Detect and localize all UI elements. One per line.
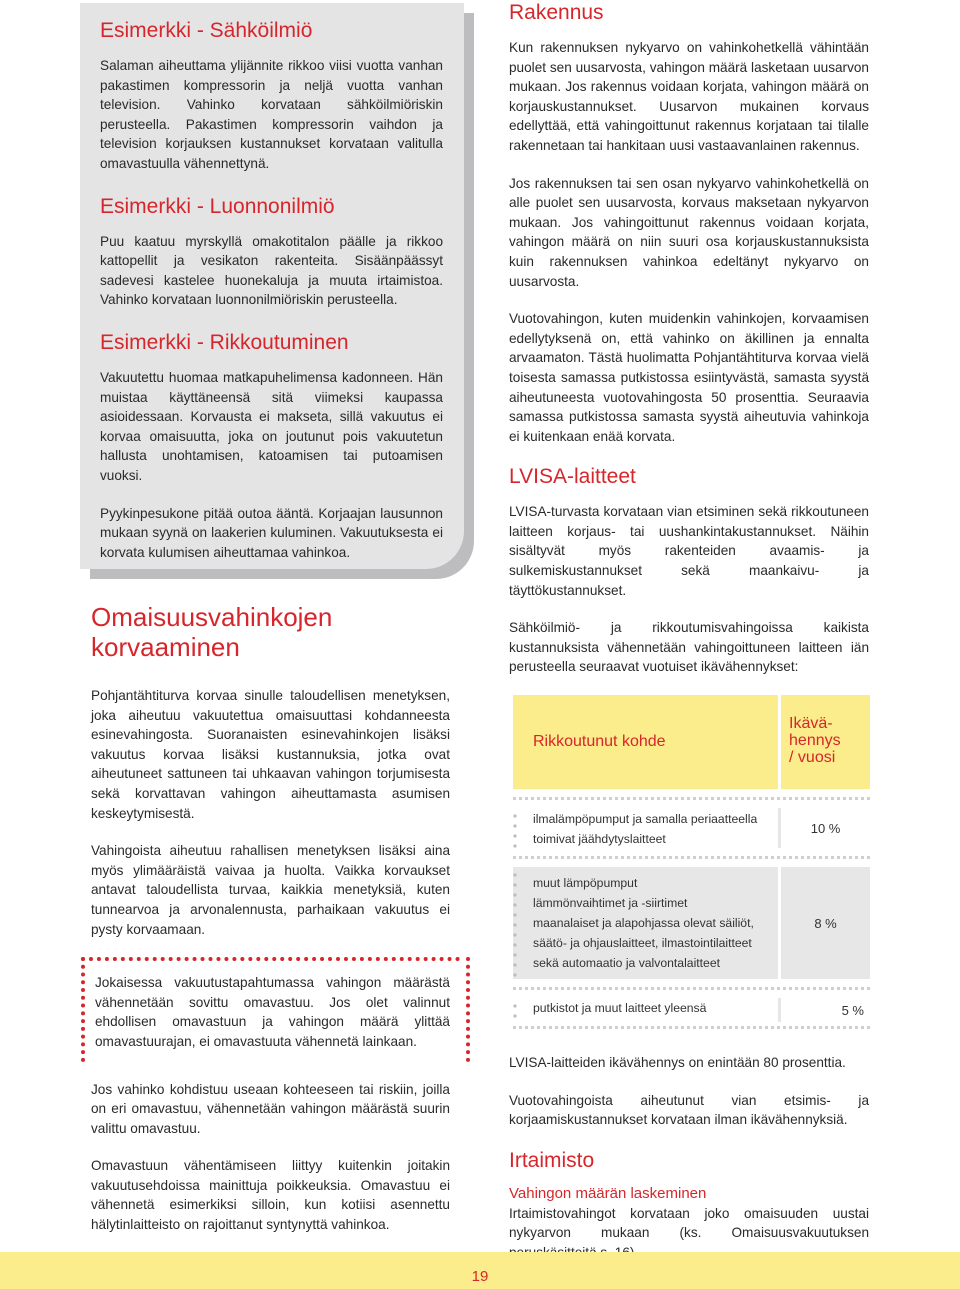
example-box: [80, 3, 464, 569]
column-header-item: Rikkoutunut kohde: [513, 695, 778, 789]
dotted-border: [513, 808, 517, 848]
example-text: Puu kaatuu myrskyllä omakotitalon päälle ja rikkoo kattopellit ja vesikaton rakenteita. Sisäänpäässyt sadevesi kastelee huonekaluja ja muuta irtaimistoa. Vahinko korvataan luonnonilmiöriskin perusteella.: [100, 233, 443, 308]
example-nature: [100, 194, 443, 310]
paragraph: Vahingoista aiheutuu rahallisen menetyksen lisäksi aina myös ylimääräistä vaivaa ja huolta. Vaikka korvaukset antavat taloudellista turvaa, kaikkia menetyksiä, kuten tunnearvoa ja arvonalennusta, parhaikaan vakuutus ei pysty korvaamaan.: [91, 843, 450, 937]
row-divider: [513, 856, 870, 859]
table-cell-rate: 8 %: [778, 867, 870, 979]
paragraph: Irtaimistovahingot korvataan joko omaisuuden uustai nykyarvon mukaan (ks. Omaisuusvakuutuksen: [509, 1205, 869, 1241]
example-breakage: [100, 330, 443, 562]
paragraph: Pohjantähtiturva korvaa sinulle taloudellisen menetyksen, joka aiheutuu vakuutettua omaisuuttasi kohdanneesta esinevahingosta. Suoranaisten esinevahinkojen lisäksi vakuutus korvaa lisäksi kustannuksia, jotka ovat aiheutuneet sattuneen tai uhkaavan vahingon torjumisesta sekä korvattavan vahingon aiheuttamasta asumisen keskeytymisestä.: [91, 688, 450, 821]
paragraph: Jos rakennuksen tai sen osan nykyarvo vahinkohetkellä on alle puolet sen uusarvosta, korvaus maksetaan nykyarvon mukaan. Jos vahingoittunut rakennus voidaan korjata, vahingon määrä on niin suuri osa korjauskustannuksista kuin rakennuksen vahinkoa edeltänyt nykyarvo on uusarvosta.: [509, 175, 869, 289]
paragraph: Kun rakennuksen nykyarvo on vahinkohetkellä vähintään puolet sen uusarvosta, vahingon määrä lasketaan uusarvon mukaan. Jos rakennus voidaan korjata, vahingon määrä on korjauskustannukset. Uusarvon mukainen korvaus edellyttää, että vahingoittunut rakennus korjataan tai tilalle rakennetaan tai hankitaan uusi vastaavanlainen rakennus.: [509, 40, 869, 153]
table-cell-rate: 10 %: [778, 808, 870, 848]
right-column: [509, 0, 869, 1263]
row-divider: [513, 987, 870, 990]
table-row: [513, 998, 870, 1022]
depreciation-table: [509, 695, 870, 1029]
table-row: [513, 867, 870, 979]
column-header-rate: Ikävä- hennys / vuosi: [778, 695, 870, 789]
table-cell-item: putkistot ja muut laitteet yleensä: [533, 1001, 707, 1016]
example-text: Salaman aiheuttama ylijännite rikkoo viisi vuotta vanhan pakastimen kompressorin ja neljä vuotta vanhan television. Vahinko korvataan sähköilmiöriskin perusteella. Pakastimen kompressorin vaihdon ja television korjauksen kustannukset korvataan valitulla omavastuulla vähennettynä.: [100, 58, 443, 171]
section-heading: LVISA-laitteet: [509, 465, 636, 489]
deductible-note: Jokaisessa vakuutustapahtumassa vahingon määrästä vähennetään sovittu omavastuu. Jos olet valinnut ehdollisen omavastuun ja vahingon määrä ylittää omavastuurajan, ei omavastuuta vähennetä lainkaan.: [95, 975, 450, 1049]
table-header-row: [513, 695, 870, 789]
example-title: Esimerkki - Sähköilmiö: [100, 19, 313, 42]
paragraph: LVISA-laitteiden ikävähennys on enintään 80 prosenttia.: [509, 1055, 846, 1071]
table-cell-item: muut lämpöpumput lämmönvaihtimet ja -siirtimet maanalaiset ja alapohjassa olevat säiliöt, säätö- ja ohjauslaitteet, ilmastointilaitteet sekä automaatio ja valvontalaitteet: [513, 867, 778, 979]
dotted-border: [513, 867, 517, 979]
example-title: Esimerkki - Luonnonilmiö: [100, 194, 335, 218]
paragraph: Sähköilmiö- ja rikkoutumisvahingoissa kaikista kustannuksista vähennetään vahingoittuneen laitteen iän perusteella seuraavat vuotuiset ikävähennykset:: [509, 620, 869, 675]
section-heading: Irtaimisto: [509, 1148, 595, 1172]
section-heading: Rakennus: [509, 1, 604, 24]
section-heading: Omaisuusvahinkojen korvaaminen: [91, 602, 333, 662]
table-cell-item: ilmalämpöpumput ja samalla periaatteella toimivat jäähdytyslaitteet: [533, 812, 758, 847]
example-title: Esimerkki - Rikkoutuminen: [100, 330, 349, 354]
deductible-note-box: [81, 957, 460, 1061]
paragraph: Vuotovahingoista aiheutunut vian etsimis- ja korjaamiskustannukset korvataan ilman ikävähennyksiä.: [509, 1092, 869, 1128]
example-text: Vakuutettu huomaa matkapuhelimensa kadonneen. Hän muistaa käyttäneensä sitä viimeksi kaupassa asioidessaan. Korvausta ei makseta, sillä vakuutus ei korvaa omaisuutta, joka on joutunut pois vakuutetun hallusta unohtamisen, katoamisen tai putoamisen vuoksi.: [100, 369, 443, 483]
dotted-border: [466, 957, 470, 1061]
example-electric: [100, 18, 443, 174]
paragraph: Omavastuun vähentämiseen liittyy kuitenkin joitakin vakuutusehdoissa mainittuja poikkeuksia. Omavastuu ei vähennetä esimerkiksi silloin, kun kotiisi asennettu hälytinlaitteisto on rajoittanut syntynyttä vahinkoa.: [91, 1158, 450, 1233]
row-divider: [513, 797, 870, 800]
page-number: 19: [471, 1268, 489, 1285]
subheading: Vahingon määrän laskeminen: [509, 1184, 707, 1202]
row-divider: [513, 1026, 870, 1029]
example-text: Pyykinpesukone pitää outoa ääntä. Korjaajan lausunnon mukaan syynä on laakerien kuluminen. Vakuutuksesta ei korvata kulumisen aiheuttamaa vahinkoa.: [100, 505, 443, 560]
paragraph: Jos vahinko kohdistuu useaan kohteeseen tai riskiin, joilla on eri omavastuu, vähennetään vahingon määrästä suurin valittu omavastuu.: [91, 1081, 450, 1136]
dotted-border: [513, 998, 517, 1022]
table-row: [513, 808, 870, 848]
paragraph: Vuotovahingon, kuten muidenkin vahinkojen, korvaamisen edellytyksenä on, että vahinko on äkillinen ja ennalta arvaamaton. Tästä huolimatta Pohjantähtiturva korvaa vielä toisesta samassa putkistossa esiintyvästä, samasta syystä aiheutuneesta vuotovahingosta 50 prosenttia. Seuraavia samassa putkistossa samasta syystä aiheutuvia vahinkoja ei kuitenkaan enää korvata.: [509, 311, 869, 444]
paragraph: LVISA-turvasta korvataan vian etsiminen sekä rikkoutuneen laitteen korjaus- tai uushankintakustannukset. Näihin sisältyvät myös rakenteiden avaamis- ja sulkemiskustannukset sekä maankaivu- ja täyttökustannukset.: [509, 504, 869, 598]
left-column: [91, 602, 450, 1253]
table-cell-rate: 5 %: [778, 998, 870, 1022]
